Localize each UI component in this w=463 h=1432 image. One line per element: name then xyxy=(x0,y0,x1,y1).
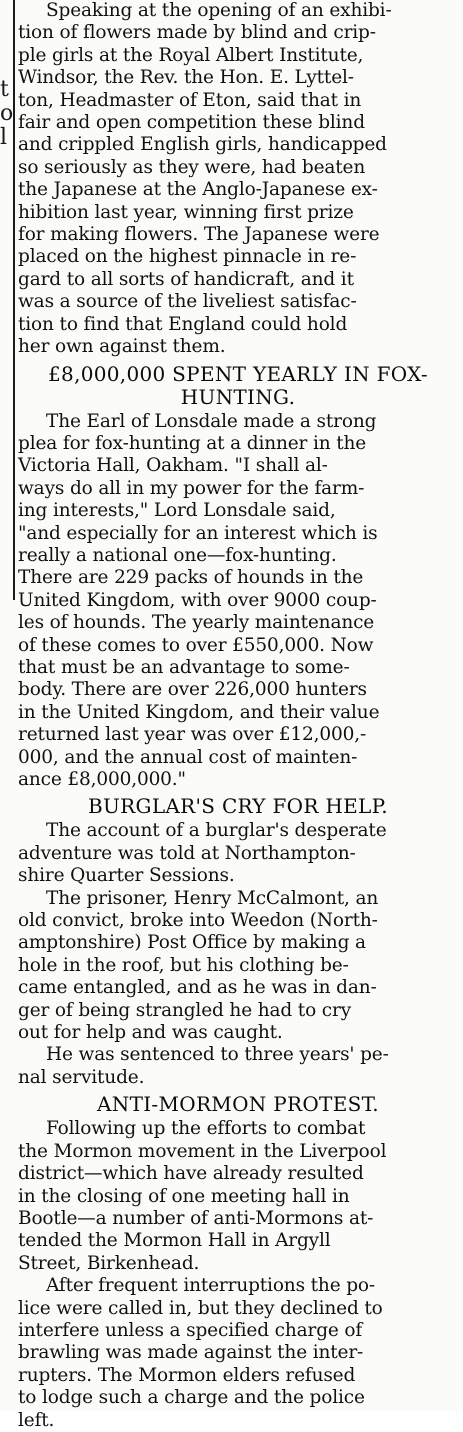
text-line: The Earl of Lonsdale made a strong xyxy=(46,410,377,432)
text-line: shire Quarter Sessions. xyxy=(18,865,235,887)
text-line: ger of being strangled he had to cry xyxy=(18,999,351,1021)
text-line: After frequent interruptions the po- xyxy=(46,1275,376,1297)
text-line: Street, Birkenhead. xyxy=(18,1252,200,1274)
text-line: so seriously as they were, had beaten xyxy=(18,156,366,178)
margin-letter: l xyxy=(0,125,8,150)
text-line: fair and open competition these blind xyxy=(18,112,365,134)
text-line: Victoria Hall, Oakham. "I shall al- xyxy=(18,455,328,477)
text-line: in the United Kingdom, and their value xyxy=(18,701,380,723)
text-line: the Japanese at the Anglo-Japanese ex- xyxy=(18,179,378,201)
article-burglar-sentence xyxy=(18,1044,458,1089)
text-line: old convict, broke into Weedon (North- xyxy=(18,910,378,932)
text-line: really a national one—fox-hunting. xyxy=(18,544,337,566)
text-line: Following up the efforts to combat xyxy=(46,1118,366,1140)
headline-line: £8,000,000 SPENT YEARLY IN FOX- xyxy=(48,361,428,386)
text-line: hibition last year, winning first prize xyxy=(18,201,354,223)
text-line: came entangled, and as he was in dan- xyxy=(18,977,377,999)
text-line: district—which have already resulted xyxy=(18,1163,364,1185)
text-line: out for help and was caught. xyxy=(18,1022,283,1044)
text-line: interfere unless a specified charge of xyxy=(18,1319,363,1341)
text-line: hole in the roof, but his clothing be- xyxy=(18,954,349,976)
text-line: the Mormon movement in the Liverpool xyxy=(18,1140,387,1162)
news-column xyxy=(18,0,458,1432)
text-line: her own against them. xyxy=(18,336,226,358)
text-line: to lodge such a charge and the police xyxy=(18,1387,365,1409)
text-line: 000, and the annual cost of mainten- xyxy=(18,746,358,768)
text-line: amptonshire) Post Office by making a xyxy=(18,932,366,954)
text-line: of these comes to over £550,000. Now xyxy=(18,634,374,656)
text-line: returned last year was over £12,000,- xyxy=(18,724,367,746)
text-line: in the closing of one meeting hall in xyxy=(18,1185,350,1207)
text-line: The prisoner, Henry McCalmont, an xyxy=(46,887,379,909)
text-line: plea for fox-hunting at a dinner in the xyxy=(18,432,367,454)
text-line: ple girls at the Royal Albert Institute, xyxy=(18,44,364,66)
text-line: tended the Mormon Hall in Argyll xyxy=(18,1230,331,1252)
text-line: tion to find that England could hold xyxy=(18,313,348,335)
headline-burglar xyxy=(18,795,458,818)
column-rule xyxy=(13,0,15,600)
text-line: gard to all sorts of handicraft, and it xyxy=(18,268,354,290)
margin-letter: o xyxy=(0,101,14,126)
text-line: Windsor, the Rev. the Hon. E. Lyttel- xyxy=(18,67,354,89)
article-burglar-intro xyxy=(18,820,458,887)
article-burglar-body xyxy=(18,888,458,1045)
text-line: and crippled English girls, handicapped xyxy=(18,134,387,156)
article-anti-mormon-intro xyxy=(18,1118,458,1275)
text-line: United Kingdom, with over 9000 coup- xyxy=(18,589,377,611)
text-line: was a source of the liveliest satisfac- xyxy=(18,291,357,313)
article-eton-flowers xyxy=(18,0,458,359)
text-line: left. xyxy=(18,1409,55,1431)
text-line: les of hounds. The yearly maintenance xyxy=(18,612,375,634)
text-line: brawling was made against the inter- xyxy=(18,1342,364,1364)
text-line: rupters. The Mormon elders refused xyxy=(18,1364,356,1386)
text-line: placed on the highest pinnacle in re- xyxy=(18,246,357,268)
text-line: ton, Headmaster of Eton, said that in xyxy=(18,89,362,111)
text-line: adventure was told at Northampton- xyxy=(18,842,356,864)
text-line: Speaking at the opening of an exhibi- xyxy=(46,0,392,21)
headline-fox-hunting xyxy=(18,363,458,409)
text-line: body. There are over 226,000 hunters xyxy=(18,679,367,701)
article-fox-hunting xyxy=(18,411,458,792)
text-line: He was sentenced to three years' pe- xyxy=(46,1044,389,1066)
text-line: "and especially for an interest which is xyxy=(18,522,378,544)
text-line: nal servitude. xyxy=(18,1066,145,1088)
text-line: lice were called in, but they declined to xyxy=(18,1297,383,1319)
text-line: Bootle—a number of anti-Mormons at- xyxy=(18,1207,374,1229)
text-line: ance £8,000,000." xyxy=(18,769,186,790)
headline-line: BURGLAR'S CRY FOR HELP. xyxy=(88,794,388,819)
headline-line: ANTI-MORMON PROTEST. xyxy=(97,1092,379,1117)
text-line: tion of flowers made by blind and crip- xyxy=(18,22,376,44)
text-line: for making flowers. The Japanese were xyxy=(18,224,380,246)
text-line: that must be an advantage to some- xyxy=(18,656,350,678)
adjacent-column-fragment xyxy=(0,77,14,150)
headline-anti-mormon xyxy=(18,1093,458,1116)
text-line: ing interests," Lord Lonsdale said, xyxy=(18,500,336,522)
headline-line: HUNTING. xyxy=(180,384,296,409)
margin-letter: t xyxy=(0,77,9,102)
article-anti-mormon-body xyxy=(18,1275,458,1432)
text-line: There are 229 packs of hounds in the xyxy=(18,567,364,589)
text-line: ways do all in my power for the farm- xyxy=(18,477,365,499)
text-line: The account of a burglar's desperate xyxy=(46,820,387,842)
